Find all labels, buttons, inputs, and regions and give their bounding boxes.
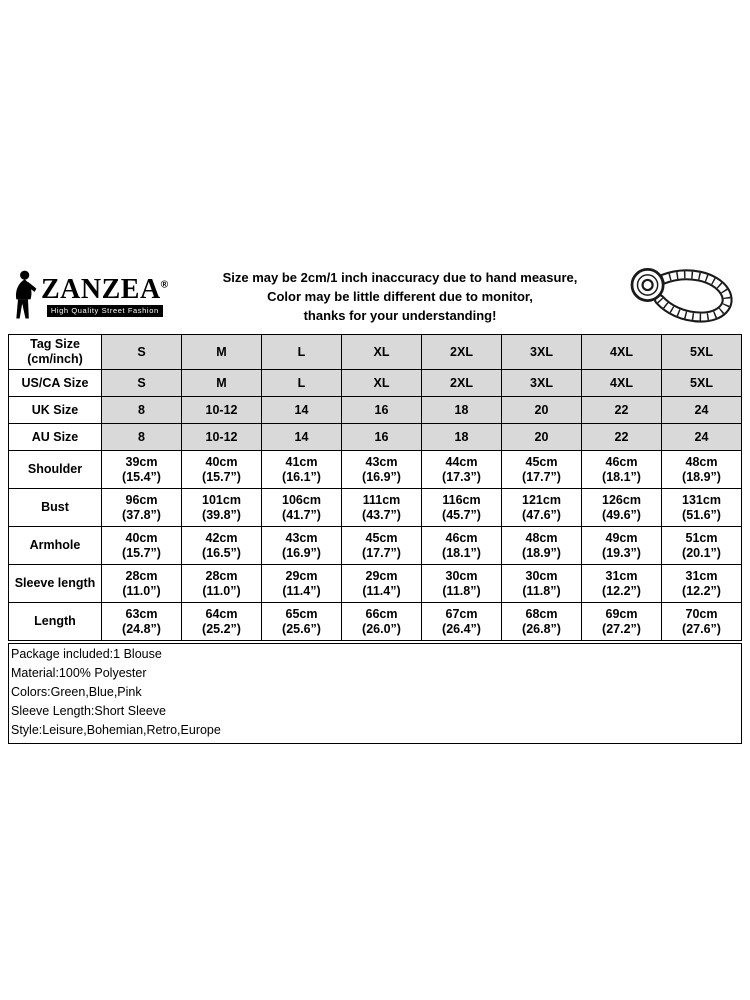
measurement-cell [582,451,662,489]
measurement-cell [182,565,262,603]
size-value: 22 [582,397,662,424]
size-chart-table [8,334,742,641]
inch-value: (20.1”) [682,545,721,560]
detail-line-colors: Colors:Green,Blue,Pink [11,685,142,699]
cm-value: 29cm [285,568,318,583]
size-value: 4XL [582,370,662,397]
measurement-cell [182,527,262,565]
size-value: 10-12 [182,397,262,424]
cm-value: 69cm [605,606,638,621]
row-label: US/CA Size [9,370,102,397]
size-value: 5XL [662,370,742,397]
size-value: 2XL [422,335,502,370]
size-value: 10-12 [182,424,262,451]
cm-value: 30cm [525,568,558,583]
measurement-cell [502,565,582,603]
cm-value: 106cm [282,492,321,507]
cm-value: 68cm [525,606,558,621]
detail-line-style: Style:Leisure,Bohemian,Retro,Europe [11,723,221,737]
inch-value: (16.9”) [282,545,321,560]
measurement-cell [662,603,742,641]
cm-value: 49cm [605,530,638,545]
inch-value: (18.9”) [522,545,561,560]
inch-value: (37.8”) [122,507,161,522]
cm-value: 63cm [125,606,158,621]
inch-value: (12.2”) [602,583,641,598]
measurement-cell [342,565,422,603]
size-value: S [102,370,182,397]
cm-value: 46cm [445,530,478,545]
inch-value: (15.4”) [122,469,161,484]
size-value: 3XL [502,370,582,397]
detail-line-package: Package included:1 Blouse [11,647,162,661]
table-row-tag-size [9,335,742,370]
measurement-cell [662,527,742,565]
inch-value: (11.8”) [522,583,561,598]
cm-value: 28cm [125,568,158,583]
brand-name [41,273,169,305]
inch-value: (26.4”) [442,621,481,636]
measurement-cell [502,603,582,641]
detail-line-material: Material:100% Polyester [11,666,147,680]
inch-value: (25.6”) [282,621,321,636]
size-value: 5XL [662,335,742,370]
size-value: 20 [502,424,582,451]
inch-value: (26.8”) [522,621,561,636]
inch-value: (43.7”) [362,507,401,522]
registered-mark: ® [160,279,169,291]
measurement-cell [342,603,422,641]
measurement-cell [342,451,422,489]
measurement-cell [102,603,182,641]
product-details [8,643,742,744]
cm-value: 131cm [682,492,721,507]
row-label-sub: (cm/inch) [27,352,83,366]
measurement-cell [582,527,662,565]
measurement-cell [342,489,422,527]
notice-line: thanks for your understanding! [303,307,497,323]
measurement-cell [262,489,342,527]
cm-value: 46cm [605,454,638,469]
measurement-cell [582,565,662,603]
cm-value: 64cm [205,606,238,621]
measurement-cell [582,489,662,527]
table-row-sleeve-length [9,565,742,603]
measurement-cell [502,527,582,565]
measurement-cell [422,603,502,641]
cm-value: 121cm [522,492,561,507]
inch-value: (25.2”) [202,621,241,636]
measurement-cell [102,527,182,565]
inch-value: (39.8”) [202,507,241,522]
notice-text [190,268,610,325]
inch-value: (24.8”) [122,621,161,636]
cm-value: 30cm [445,568,478,583]
cm-value: 42cm [205,530,238,545]
inch-value: (12.2”) [682,583,721,598]
measurement-cell [262,451,342,489]
inch-value: (17.7”) [522,469,561,484]
inch-value: (16.5”) [202,545,241,560]
cm-value: 101cm [202,492,241,507]
measurement-cell [182,489,262,527]
row-label: Bust [9,489,102,527]
cm-value: 126cm [602,492,641,507]
table-row-bust [9,489,742,527]
measurement-cell [582,603,662,641]
size-value: 14 [262,424,342,451]
size-value: 8 [102,424,182,451]
cm-value: 43cm [285,530,318,545]
size-value: 16 [342,424,422,451]
size-value: 8 [102,397,182,424]
row-label: AU Size [9,424,102,451]
row-label: Armhole [9,527,102,565]
size-value: 18 [422,424,502,451]
size-value: 3XL [502,335,582,370]
inch-value: (27.2”) [602,621,641,636]
inch-value: (18.1”) [442,545,481,560]
row-label: UK Size [9,397,102,424]
cm-value: 45cm [365,530,398,545]
inch-value: (18.1”) [602,469,641,484]
row-label [9,335,102,370]
measurement-cell [182,603,262,641]
inch-value: (11.4”) [282,583,321,598]
cm-value: 70cm [685,606,718,621]
size-value: S [102,335,182,370]
size-value: 14 [262,397,342,424]
measurement-cell [342,527,422,565]
cm-value: 31cm [605,568,638,583]
size-value: 18 [422,397,502,424]
size-value: 24 [662,397,742,424]
size-value: XL [342,335,422,370]
measurement-cell [422,451,502,489]
notice-line: Color may be little different due to monitor, [267,288,533,304]
measurement-cell [662,451,742,489]
inch-value: (45.7”) [442,507,481,522]
inch-value: (18.9”) [682,469,721,484]
inch-value: (49.6”) [602,507,641,522]
measurement-cell [102,489,182,527]
brand-logo [8,268,190,324]
inch-value: (15.7”) [202,469,241,484]
inch-value: (11.8”) [442,583,481,598]
inch-value: (51.6”) [682,507,721,522]
measurement-cell [422,565,502,603]
measurement-cell [422,527,502,565]
inch-value: (16.9”) [362,469,401,484]
size-value: 20 [502,397,582,424]
cm-value: 31cm [685,568,718,583]
cm-value: 66cm [365,606,398,621]
size-value: L [262,370,342,397]
tape-icon-wrap [610,263,742,329]
table-row-usca-size [9,370,742,397]
table-row-uk-size [9,397,742,424]
inch-value: (19.3”) [602,545,641,560]
inch-value: (27.6”) [682,621,721,636]
measurement-cell [662,565,742,603]
brand-tagline: High Quality Street Fashion [47,305,163,317]
cm-value: 41cm [285,454,318,469]
size-value: 24 [662,424,742,451]
cm-value: 111cm [362,492,401,507]
cm-value: 40cm [125,530,158,545]
measurement-cell [102,451,182,489]
inch-value: (16.1”) [282,469,321,484]
measurement-cell [662,489,742,527]
brand-name-text: ZANZEA [41,273,161,305]
table-row-length [9,603,742,641]
size-value: L [262,335,342,370]
row-label-text: Tag Size [30,337,80,351]
cm-value: 40cm [205,454,238,469]
size-value: M [182,370,262,397]
size-value: 22 [582,424,662,451]
cm-value: 43cm [365,454,398,469]
cm-value: 28cm [205,568,238,583]
cm-value: 67cm [445,606,478,621]
size-value: M [182,335,262,370]
size-value: 16 [342,397,422,424]
cm-value: 116cm [442,492,481,507]
cm-value: 29cm [365,568,398,583]
notice-line: Size may be 2cm/1 inch inaccuracy due to hand measure, [222,269,578,285]
size-chart-sheet [8,262,742,744]
inch-value: (17.3”) [442,469,481,484]
table-row-au-size [9,424,742,451]
measurement-cell [262,527,342,565]
size-value: 4XL [582,335,662,370]
table-row-armhole [9,527,742,565]
inch-value: (11.4”) [362,583,401,598]
measurement-cell [422,489,502,527]
cm-value: 44cm [445,454,478,469]
measuring-tape-icon [615,263,737,329]
inch-value: (11.0”) [122,583,161,598]
cm-value: 48cm [685,454,718,469]
cm-value: 65cm [285,606,318,621]
header [8,262,742,330]
brand-text [41,273,169,317]
row-label: Length [9,603,102,641]
cm-value: 51cm [685,530,718,545]
inch-value: (41.7”) [282,507,321,522]
row-label: Sleeve length [9,565,102,603]
size-value: 2XL [422,370,502,397]
size-value: XL [342,370,422,397]
inch-value: (26.0”) [362,621,401,636]
measurement-cell [182,451,262,489]
inch-value: (17.7”) [362,545,401,560]
measurement-cell [262,565,342,603]
inch-value: (47.6”) [522,507,561,522]
inch-value: (11.0”) [202,583,241,598]
detail-line-sleeve-length: Sleeve Length:Short Sleeve [11,704,166,718]
measurement-cell [102,565,182,603]
cm-value: 45cm [525,454,558,469]
cm-value: 48cm [525,530,558,545]
cm-value: 39cm [125,454,158,469]
cm-value: 96cm [125,492,158,507]
inch-value: (15.7”) [122,545,161,560]
measurement-cell [502,489,582,527]
measurement-cell [262,603,342,641]
table-row-shoulder [9,451,742,489]
row-label: Shoulder [9,451,102,489]
measurement-cell [502,451,582,489]
fashion-lady-icon [8,268,38,324]
